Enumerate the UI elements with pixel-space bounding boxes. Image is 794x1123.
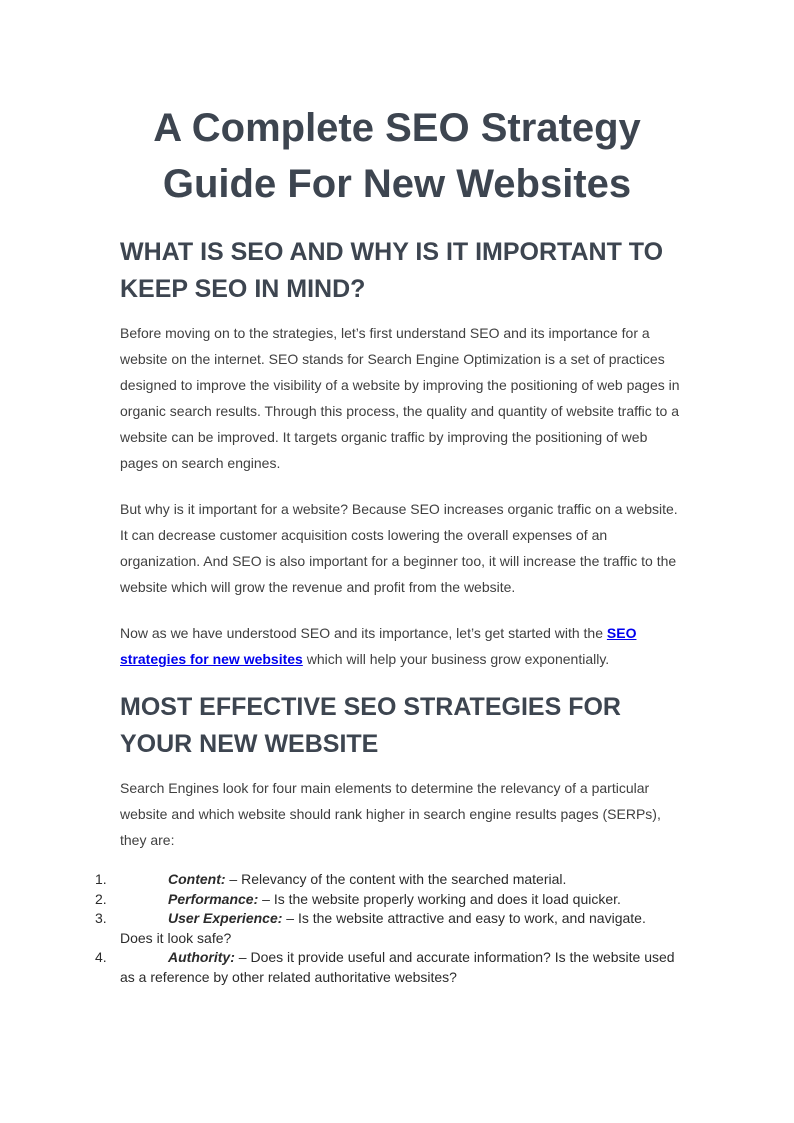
list-item bbox=[95, 909, 675, 948]
section-heading-effective-strategies: MOST EFFECTIVE SEO STRATEGIES FOR YOUR NEW WEBSITE bbox=[120, 693, 621, 758]
list-item-content bbox=[120, 870, 675, 890]
list-item-content bbox=[120, 890, 675, 910]
list-item-description: – Does it provide useful and accurate information? Is the website used as a reference by other related authoritative websites? bbox=[120, 949, 675, 985]
list-item bbox=[95, 890, 675, 910]
list-item-number: 4. bbox=[95, 949, 107, 965]
list-item-number: 3. bbox=[95, 910, 107, 926]
paragraph-get-started-lead: Now as we have understood SEO and its importance, let’s get started with the bbox=[120, 625, 607, 641]
list-item-term: Authority: bbox=[168, 949, 235, 965]
paragraph-search-engine-elements: Search Engines look for four main elements to determine the relevancy of a particular website and which website should rank higher in search engine results pages (SERPs), they are: bbox=[120, 780, 661, 848]
list-item bbox=[95, 948, 675, 987]
list-item-term: Content: bbox=[168, 871, 226, 887]
list-item-content bbox=[120, 909, 675, 948]
paragraph-seo-importance: But why is it important for a website? Because SEO increases organic traffic on a website. It can decrease customer acquisition costs lowering the overall expenses of an organization. And SEO is also important for a beginner too, it will increase the traffic to the website which will grow the revenue and profit from the website. bbox=[120, 501, 678, 595]
list-item-description: – Is the website properly working and does it load quicker. bbox=[258, 890, 621, 907]
document-title: A Complete SEO Strategy Guide For New Websites bbox=[153, 106, 641, 206]
list-item-term: Performance: bbox=[168, 890, 259, 907]
paragraph-get-started-tail: which will help your business grow exponentially. bbox=[302, 651, 610, 667]
list-item-description: – Relevancy of the content with the searched material. bbox=[225, 871, 567, 887]
list-item-description: – Is the website attractive and easy to work, and navigate. Does it look safe? bbox=[120, 910, 646, 946]
section-heading-what-is-seo: WHAT IS SEO AND WHY IS IT IMPORTANT TO KEEP SEO IN MIND? bbox=[120, 238, 664, 303]
paragraph-get-started bbox=[120, 620, 680, 672]
ranking-elements-list bbox=[95, 870, 675, 987]
list-item-term: User Experience: bbox=[168, 910, 283, 926]
paragraph-seo-definition: Before moving on to the strategies, let’s first understand SEO and its importance for a website on the internet. SEO stands for Search Engine Optimization is a set of practices designed to improve the visibility of a website by improving the positioning of web pages in organic search results. Through this process, the quality and quantity of website traffic to a website can be improved. It targets organic traffic by improving the positioning of web pages on search engines. bbox=[120, 325, 680, 471]
list-item-number: 1. bbox=[95, 871, 107, 887]
list-item-content bbox=[120, 948, 675, 987]
list-item bbox=[95, 870, 675, 890]
seo-strategies-link[interactable]: SEO strategies for new websites bbox=[120, 625, 637, 667]
list-item-number: 2. bbox=[95, 890, 107, 907]
